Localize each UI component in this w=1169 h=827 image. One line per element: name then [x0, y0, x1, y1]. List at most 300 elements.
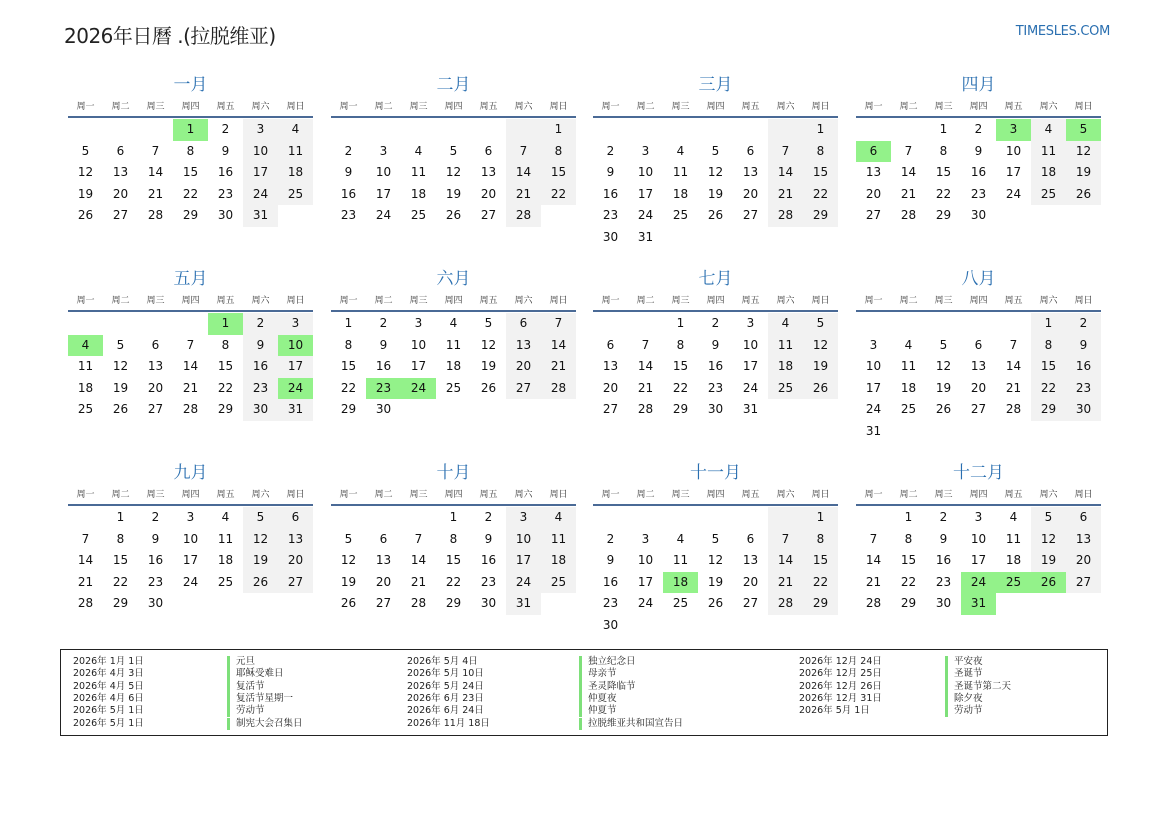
- day-cell: 16: [602, 186, 619, 201]
- day-cell: 16: [480, 553, 497, 568]
- weekday-label: 周二: [636, 101, 655, 112]
- day-cell: 27: [742, 208, 759, 223]
- month-name: 十一月: [690, 463, 741, 483]
- day-cell: 20: [278, 550, 313, 572]
- weekday-label: 周日: [1074, 101, 1093, 112]
- day-cell: 11: [768, 335, 803, 357]
- empty-cell: [401, 507, 436, 529]
- day-cell: 12: [1066, 141, 1101, 163]
- day-cell: 8: [344, 337, 353, 352]
- day-cell: 24: [961, 572, 996, 594]
- empty-cell: [401, 119, 436, 141]
- empty-cell: [593, 119, 628, 141]
- day-cell: 25: [541, 572, 576, 594]
- day-grid: [68, 507, 313, 615]
- month-block: [593, 74, 838, 249]
- empty-cell: [68, 119, 103, 141]
- header-rule: [856, 310, 1101, 312]
- day-cell: 28: [147, 208, 164, 223]
- day-cell: 9: [221, 143, 230, 158]
- day-cell: 19: [707, 186, 724, 201]
- month-block: [331, 74, 576, 227]
- day-cell: 20: [480, 186, 497, 201]
- weekday-label: 周五: [1004, 295, 1023, 306]
- day-cell: 10: [182, 531, 199, 546]
- empty-cell: [68, 313, 103, 335]
- day-cell: 2: [939, 510, 948, 524]
- weekday-label: 周二: [374, 295, 393, 306]
- day-cell: 9: [243, 335, 278, 357]
- day-cell: 13: [742, 165, 759, 180]
- empty-cell: [103, 119, 138, 141]
- weekday-label: 周一: [864, 101, 883, 112]
- month-name: 四月: [961, 75, 996, 95]
- day-cell: 1: [803, 119, 838, 141]
- day-cell: 29: [112, 596, 129, 611]
- day-cell: 8: [186, 143, 195, 158]
- day-cell: 13: [1066, 529, 1101, 551]
- empty-cell: [103, 313, 138, 335]
- day-cell: 3: [414, 316, 423, 330]
- day-cell: 5: [484, 316, 493, 330]
- day-cell: 16: [375, 359, 392, 374]
- holiday-name: 除夕夜: [945, 693, 983, 705]
- day-cell: 8: [116, 531, 125, 546]
- day-cell: 30: [707, 402, 724, 417]
- day-cell: 3: [243, 119, 278, 141]
- empty-cell: [698, 119, 733, 141]
- day-cell: 29: [445, 596, 462, 611]
- day-cell: 18: [217, 553, 234, 568]
- day-cell: 15: [900, 553, 917, 568]
- day-cell: 5: [449, 143, 458, 158]
- month-name: 二月: [436, 75, 471, 95]
- day-cell: 27: [112, 208, 129, 223]
- day-cell: 15: [803, 162, 838, 184]
- day-cell: 25: [996, 572, 1031, 594]
- weekday-label: 周五: [216, 101, 235, 112]
- weekday-label: 周四: [969, 295, 988, 306]
- weekday-header: [593, 484, 838, 502]
- day-cell: 14: [147, 165, 164, 180]
- weekday-label: 周一: [601, 101, 620, 112]
- day-cell: 21: [506, 184, 541, 206]
- day-cell: 24: [742, 380, 759, 395]
- holiday-name: 制宪大会召集日: [227, 718, 303, 730]
- day-cell: 12: [803, 335, 838, 357]
- holiday-date: 2026年 1月 1日: [73, 656, 144, 667]
- weekday-label: 周六: [776, 489, 795, 500]
- day-cell: 2: [221, 122, 230, 136]
- day-cell: 22: [541, 184, 576, 206]
- day-cell: 18: [445, 359, 462, 374]
- weekday-header: [68, 290, 313, 308]
- holiday-name: 仲夏夜: [579, 693, 617, 705]
- day-cell: 19: [445, 186, 462, 201]
- day-cell: 16: [243, 356, 278, 378]
- day-cell: 20: [742, 186, 759, 201]
- day-cell: 30: [1066, 399, 1101, 421]
- weekday-label: 周一: [339, 101, 358, 112]
- weekday-label: 周日: [549, 101, 568, 112]
- day-cell: 15: [182, 165, 199, 180]
- month-name: 六月: [436, 269, 471, 289]
- day-grid: [331, 119, 576, 227]
- day-cell: 12: [340, 553, 357, 568]
- day-cell: 23: [1066, 378, 1101, 400]
- month-name: 三月: [698, 75, 733, 95]
- day-cell: 2: [379, 316, 388, 330]
- weekday-label: 周四: [969, 489, 988, 500]
- day-cell: 14: [1005, 359, 1022, 374]
- day-cell: 20: [147, 380, 164, 395]
- day-cell: 1: [676, 316, 685, 330]
- empty-cell: [663, 507, 698, 529]
- day-cell: 20: [1066, 550, 1101, 572]
- day-cell: 11: [672, 553, 689, 568]
- day-cell: 19: [1066, 162, 1101, 184]
- day-cell: 26: [112, 402, 129, 417]
- day-cell: 18: [278, 162, 313, 184]
- day-cell: 27: [602, 402, 619, 417]
- day-cell: 14: [506, 162, 541, 184]
- empty-cell: [593, 507, 628, 529]
- day-cell: 30: [935, 596, 952, 611]
- day-cell: 14: [182, 359, 199, 374]
- weekday-label: 周六: [514, 101, 533, 112]
- day-cell: 23: [935, 574, 952, 589]
- day-cell: 10: [637, 553, 654, 568]
- day-cell: 10: [865, 359, 882, 374]
- day-cell: 16: [602, 574, 619, 589]
- day-cell: 19: [707, 574, 724, 589]
- day-grid: [856, 313, 1101, 443]
- day-cell: 19: [803, 356, 838, 378]
- empty-cell: [768, 507, 803, 529]
- holiday-name: 圣诞节: [945, 668, 983, 680]
- weekday-header: [331, 290, 576, 308]
- day-cell: 19: [112, 380, 129, 395]
- day-cell: 5: [81, 143, 90, 158]
- day-cell: 7: [81, 531, 90, 546]
- day-cell: 6: [484, 143, 493, 158]
- day-cell: 20: [865, 186, 882, 201]
- day-cell: 17: [243, 162, 278, 184]
- day-cell: 29: [182, 208, 199, 223]
- day-cell: 18: [1005, 553, 1022, 568]
- day-cell: 25: [672, 596, 689, 611]
- day-cell: 14: [768, 162, 803, 184]
- day-cell: 17: [506, 550, 541, 572]
- day-cell: 14: [865, 553, 882, 568]
- day-cell: 5: [1066, 119, 1101, 141]
- day-cell: 19: [340, 574, 357, 589]
- month-name: 十二月: [953, 463, 1004, 483]
- empty-cell: [856, 119, 891, 141]
- weekday-label: 周一: [339, 489, 358, 500]
- day-cell: 15: [935, 165, 952, 180]
- weekday-label: 周一: [339, 295, 358, 306]
- weekday-label: 周三: [146, 295, 165, 306]
- day-cell: 28: [768, 593, 803, 615]
- page-title: 2026年日曆 .(拉脱维亚): [64, 24, 276, 48]
- day-cell: 3: [974, 510, 983, 524]
- day-cell: 24: [243, 184, 278, 206]
- weekday-label: 周一: [76, 295, 95, 306]
- day-cell: 11: [672, 165, 689, 180]
- day-cell: 17: [637, 574, 654, 589]
- day-cell: 7: [1009, 337, 1018, 352]
- weekday-label: 周日: [811, 489, 830, 500]
- day-cell: 4: [1031, 119, 1066, 141]
- weekday-label: 周五: [216, 295, 235, 306]
- holiday-date: 2026年 5月 4日: [407, 656, 478, 667]
- day-cell: 2: [243, 313, 278, 335]
- day-cell: 13: [742, 553, 759, 568]
- day-cell: 28: [637, 402, 654, 417]
- day-cell: 5: [803, 313, 838, 335]
- day-cell: 2: [974, 122, 983, 136]
- month-name: 九月: [173, 463, 208, 483]
- weekday-label: 周六: [1039, 101, 1058, 112]
- day-cell: 19: [77, 186, 94, 201]
- day-cell: 25: [77, 402, 94, 417]
- weekday-label: 周四: [444, 295, 463, 306]
- empty-cell: [628, 313, 663, 335]
- day-cell: 13: [602, 359, 619, 374]
- day-cell: 2: [484, 510, 493, 524]
- weekday-label: 周二: [111, 101, 130, 112]
- day-cell: 7: [186, 337, 195, 352]
- day-cell: 14: [77, 553, 94, 568]
- day-cell: 6: [974, 337, 983, 352]
- day-cell: 5: [116, 337, 125, 352]
- weekday-label: 周日: [811, 101, 830, 112]
- day-cell: 26: [77, 208, 94, 223]
- day-cell: 1: [803, 507, 838, 529]
- day-cell: 19: [935, 380, 952, 395]
- header-rule: [68, 310, 313, 312]
- day-cell: 12: [77, 165, 94, 180]
- day-cell: 21: [410, 574, 427, 589]
- day-cell: 17: [410, 359, 427, 374]
- day-cell: 22: [112, 574, 129, 589]
- day-cell: 11: [77, 359, 94, 374]
- weekday-label: 周一: [76, 101, 95, 112]
- day-cell: 1: [116, 510, 125, 524]
- day-cell: 4: [414, 143, 423, 158]
- month-name: 十月: [436, 463, 471, 483]
- day-cell: 13: [506, 335, 541, 357]
- day-cell: 12: [707, 553, 724, 568]
- day-cell: 11: [410, 165, 427, 180]
- weekday-label: 周三: [146, 101, 165, 112]
- day-cell: 10: [278, 335, 313, 357]
- day-cell: 4: [1009, 510, 1018, 524]
- day-cell: 6: [278, 507, 313, 529]
- day-cell: 9: [484, 531, 493, 546]
- day-cell: 27: [147, 402, 164, 417]
- day-cell: 8: [541, 141, 576, 163]
- weekday-label: 周五: [1004, 489, 1023, 500]
- holiday-name: 拉脱维亚共和国宣告日: [579, 718, 683, 730]
- weekday-label: 周二: [111, 295, 130, 306]
- day-cell: 12: [480, 337, 497, 352]
- day-cell: 15: [445, 553, 462, 568]
- month-block: [593, 462, 838, 637]
- header-rule: [856, 116, 1101, 118]
- day-cell: 11: [217, 531, 234, 546]
- day-cell: 11: [1005, 531, 1022, 546]
- day-cell: 13: [480, 165, 497, 180]
- day-cell: 14: [410, 553, 427, 568]
- holiday-name: 复活节: [227, 681, 265, 693]
- day-cell: 10: [410, 337, 427, 352]
- empty-cell: [138, 313, 173, 335]
- day-cell: 10: [1005, 143, 1022, 158]
- day-cell: 1: [208, 313, 243, 335]
- day-cell: 24: [637, 208, 654, 223]
- empty-cell: [628, 119, 663, 141]
- holiday-name: 圣灵降临节: [579, 681, 636, 693]
- day-cell: 24: [865, 402, 882, 417]
- day-cell: 19: [243, 550, 278, 572]
- day-cell: 9: [1066, 335, 1101, 357]
- day-cell: 26: [1031, 572, 1066, 594]
- holiday-date: 2026年 5月 1日: [73, 705, 144, 717]
- day-cell: 30: [480, 596, 497, 611]
- day-cell: 2: [344, 143, 353, 158]
- day-cell: 8: [939, 143, 948, 158]
- day-cell: 20: [506, 356, 541, 378]
- day-cell: 14: [541, 335, 576, 357]
- day-cell: 27: [375, 596, 392, 611]
- day-cell: 22: [445, 574, 462, 589]
- day-cell: 24: [1005, 186, 1022, 201]
- day-cell: 8: [449, 531, 458, 546]
- weekday-header: [593, 96, 838, 114]
- holiday-date: 2026年 11月 18日: [407, 717, 490, 729]
- month-block: [68, 268, 313, 421]
- empty-cell: [891, 119, 926, 141]
- day-cell: 7: [541, 313, 576, 335]
- weekday-label: 周五: [741, 489, 760, 500]
- day-cell: 2: [1066, 313, 1101, 335]
- day-cell: 5: [243, 507, 278, 529]
- holiday-date: 2026年 4月 6日: [73, 692, 144, 704]
- weekday-label: 周二: [111, 489, 130, 500]
- day-cell: 3: [641, 143, 650, 158]
- day-cell: 8: [803, 529, 838, 551]
- day-cell: 29: [217, 402, 234, 417]
- empty-cell: [996, 313, 1031, 335]
- day-cell: 10: [742, 337, 759, 352]
- day-cell: 14: [768, 550, 803, 572]
- day-cell: 23: [366, 378, 401, 400]
- weekday-header: [856, 96, 1101, 114]
- day-cell: 25: [410, 208, 427, 223]
- day-cell: 5: [939, 337, 948, 352]
- day-cell: 22: [340, 380, 357, 395]
- weekday-label: 周五: [741, 101, 760, 112]
- header-rule: [331, 116, 576, 118]
- holiday-name: 劳动节: [227, 705, 265, 717]
- day-cell: 25: [768, 378, 803, 400]
- day-cell: 15: [112, 553, 129, 568]
- weekday-header: [68, 484, 313, 502]
- weekday-label: 周三: [671, 489, 690, 500]
- day-cell: 4: [278, 119, 313, 141]
- day-cell: 26: [480, 380, 497, 395]
- day-cell: 19: [480, 359, 497, 374]
- month-block: [856, 462, 1101, 615]
- day-cell: 20: [970, 380, 987, 395]
- day-cell: 25: [445, 380, 462, 395]
- holiday-date: 2026年 5月 10日: [407, 668, 484, 680]
- day-cell: 3: [746, 316, 755, 330]
- day-cell: 2: [606, 531, 615, 546]
- day-cell: 21: [77, 574, 94, 589]
- empty-cell: [173, 313, 208, 335]
- day-cell: 28: [77, 596, 94, 611]
- day-cell: 23: [340, 208, 357, 223]
- day-cell: 12: [445, 165, 462, 180]
- weekday-header: [68, 96, 313, 114]
- day-cell: 29: [672, 402, 689, 417]
- holiday-date: 2026年 12月 31日: [799, 692, 882, 704]
- day-cell: 16: [707, 359, 724, 374]
- empty-cell: [593, 313, 628, 335]
- day-cell: 3: [869, 337, 878, 352]
- holiday-name: 复活节星期一: [227, 693, 293, 705]
- day-cell: 16: [970, 165, 987, 180]
- day-cell: 1: [541, 119, 576, 141]
- day-cell: 22: [182, 186, 199, 201]
- day-cell: 4: [768, 313, 803, 335]
- day-cell: 12: [707, 165, 724, 180]
- weekday-header: [856, 484, 1101, 502]
- empty-cell: [856, 507, 891, 529]
- day-cell: 27: [742, 596, 759, 611]
- day-cell: 7: [768, 529, 803, 551]
- weekday-label: 周三: [934, 295, 953, 306]
- day-cell: 4: [541, 507, 576, 529]
- day-cell: 16: [340, 186, 357, 201]
- day-cell: 11: [1031, 141, 1066, 163]
- weekday-label: 周五: [216, 489, 235, 500]
- weekday-label: 周四: [706, 489, 725, 500]
- weekday-label: 周六: [776, 295, 795, 306]
- site-link[interactable]: TIMESLES.COM: [1015, 24, 1110, 39]
- weekday-label: 周四: [444, 101, 463, 112]
- header-rule: [331, 504, 576, 506]
- weekday-label: 周六: [776, 101, 795, 112]
- day-cell: 28: [768, 205, 803, 227]
- day-grid: [331, 507, 576, 615]
- day-grid: [856, 119, 1101, 227]
- day-cell: 22: [672, 380, 689, 395]
- day-cell: 27: [865, 208, 882, 223]
- day-cell: 17: [970, 553, 987, 568]
- day-cell: 30: [217, 208, 234, 223]
- day-cell: 8: [904, 531, 913, 546]
- day-cell: 17: [865, 380, 882, 395]
- header-rule: [68, 504, 313, 506]
- day-cell: 23: [707, 380, 724, 395]
- empty-cell: [663, 119, 698, 141]
- day-cell: 22: [900, 574, 917, 589]
- day-cell: 21: [182, 380, 199, 395]
